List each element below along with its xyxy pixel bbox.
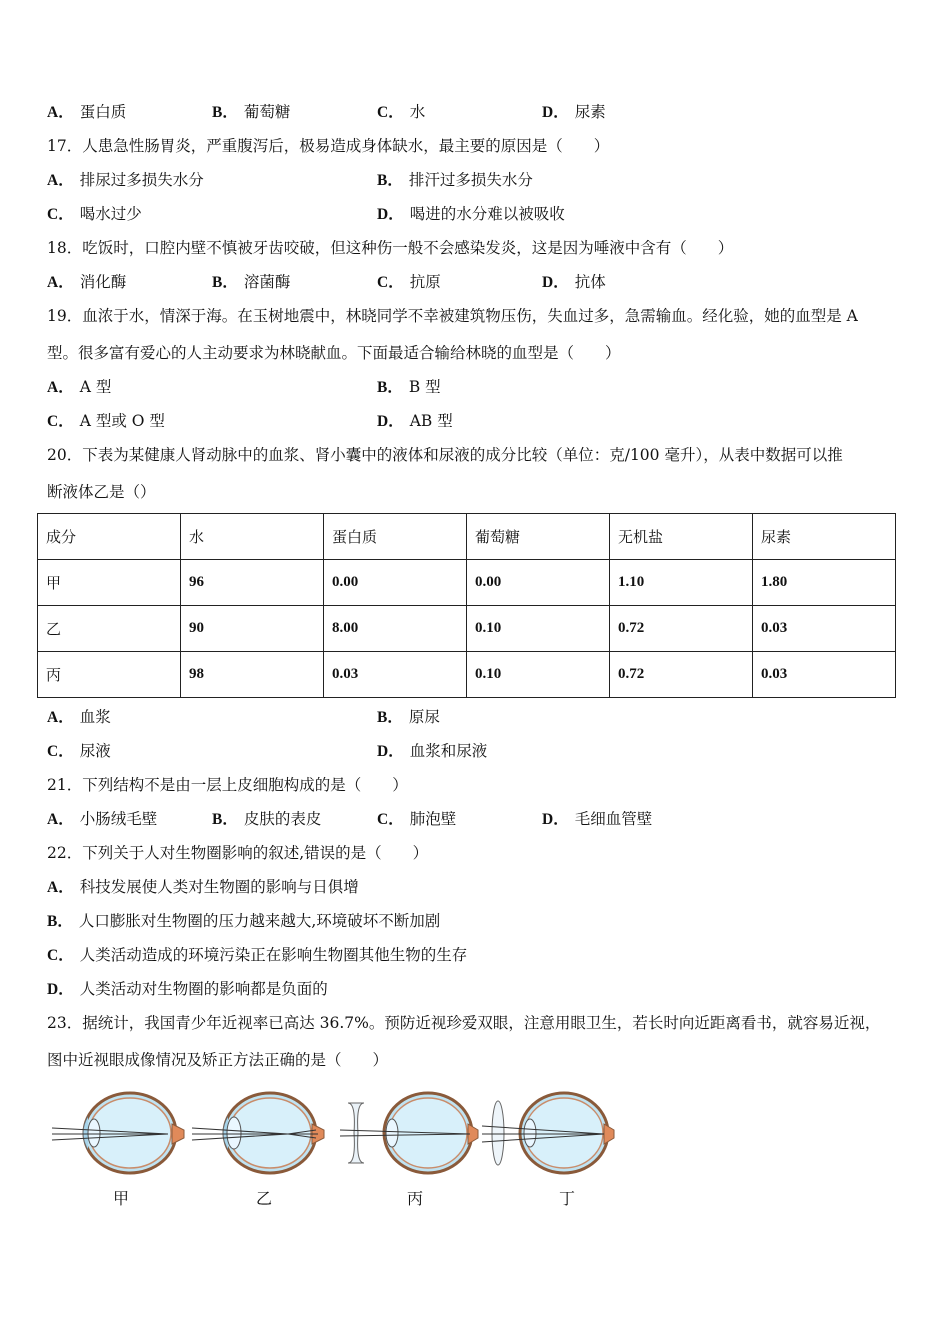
q21-stem: 21．下列结构不是由一层上皮细胞构成的是（ ）	[47, 776, 408, 794]
table-cell: 0.03	[753, 652, 896, 698]
q17-option-d: D． 喝进的水分难以被吸收	[377, 205, 565, 223]
q18-stem: 18．吃饭时，口腔内壁不慎被牙齿咬破，但这种伤一般不会感染发炎，这是因为唾液中含有（ ）	[47, 239, 734, 257]
eye-diagram-jia	[48, 1088, 188, 1178]
q17-option-b: B． 排汗过多损失水分	[377, 171, 533, 189]
q20-option-c: C． 尿液	[47, 742, 111, 760]
q16-option-a: A． 蛋白质	[47, 103, 127, 121]
q19-option-a: A． A 型	[47, 378, 112, 396]
q16-option-d: D． 尿素	[542, 103, 606, 121]
table-cell: 0.03	[324, 652, 467, 698]
table-header-cell: 成分	[38, 514, 181, 560]
table-cell: 乙	[38, 606, 181, 652]
q23-stem-line1: 23．据统计，我国青少年近视率已高达 36.7%。预防近视珍爱双眼，注意用眼卫生，若长时向近距离看书，就容易近视，	[47, 1014, 881, 1032]
q17-option-c: C． 喝水过少	[47, 205, 142, 223]
table-cell: 0.10	[467, 606, 610, 652]
table-header-cell: 无机盐	[610, 514, 753, 560]
table-row	[38, 652, 896, 698]
composition-table	[37, 513, 896, 698]
q21-option-b: B． 皮肤的表皮	[212, 810, 322, 828]
table-header-cell: 葡萄糖	[467, 514, 610, 560]
table-cell: 丙	[38, 652, 181, 698]
q18-option-b: B． 溶菌酶	[212, 273, 291, 291]
table-header-cell: 蛋白质	[324, 514, 467, 560]
table-cell: 0.10	[467, 652, 610, 698]
table-cell: 0.72	[610, 606, 753, 652]
q17-option-a: A． 排尿过多损失水分	[47, 171, 204, 189]
eye-diagram-ding	[480, 1088, 615, 1178]
figure-label-jia: 甲	[113, 1189, 130, 1208]
table-cell: 96	[181, 560, 324, 606]
table-cell: 甲	[38, 560, 181, 606]
table-cell: 90	[181, 606, 324, 652]
table-cell: 0.72	[610, 652, 753, 698]
eye-diagram-yi	[188, 1088, 328, 1178]
q19-stem-line2: 型。很多富有爱心的人主动要求为林晓献血。下面最适合输给林晓的血型是（ ）	[47, 344, 621, 362]
table-row	[38, 560, 896, 606]
q18-option-a: A． 消化酶	[47, 273, 127, 291]
table-header-cell: 尿素	[753, 514, 896, 560]
q21-option-d: D． 毛细血管壁	[542, 810, 653, 828]
q19-option-b: B． B 型	[377, 378, 441, 396]
q19-option-c: C． A 型或 O 型	[47, 412, 165, 430]
q20-option-d: D． 血浆和尿液	[377, 742, 488, 760]
q20-option-a: A． 血浆	[47, 708, 111, 726]
table-header-cell: 水	[181, 514, 324, 560]
figure-label-bing: 丙	[407, 1189, 424, 1208]
q18-option-d: D． 抗体	[542, 273, 606, 291]
table-cell: 0.00	[467, 560, 610, 606]
q20-stem-line1: 20．下表为某健康人肾动脉中的血浆、肾小囊中的液体和尿液的成分比较（单位：克/100 毫升），从表中数据可以推	[47, 446, 843, 464]
q21-option-c: C． 肺泡壁	[377, 810, 457, 828]
q23-stem-line2: 图中近视眼成像情况及矫正方法正确的是（ ）	[47, 1051, 389, 1069]
figure-label-ding: 丁	[559, 1189, 576, 1208]
q22-option-b: B． 人口膨胀对生物圈的压力越来越大,环境破坏不断加剧	[47, 912, 441, 930]
figure-label-yi: 乙	[256, 1189, 273, 1208]
q18-option-c: C． 抗原	[377, 273, 441, 291]
q22-option-a: A． 科技发展使人类对生物圈的影响与日俱增	[47, 878, 359, 896]
q16-option-c: C． 水	[377, 103, 426, 121]
q20-stem-line2: 断液体乙是（）	[47, 483, 156, 501]
q19-stem-line1: 19．血浓于水，情深于海。在玉树地震中，林晓同学不幸被建筑物压伤，失血过多，急需输血。经化验，她的血型是 A	[47, 307, 858, 325]
q22-stem: 22．下列关于人对生物圈影响的叙述,错误的是（ ）	[47, 844, 429, 862]
table-cell: 0.00	[324, 560, 467, 606]
q20-option-b: B． 原尿	[377, 708, 440, 726]
eye-diagram-bing	[340, 1088, 480, 1178]
q17-stem: 17．人患急性肠胃炎，严重腹泻后，极易造成身体缺水，最主要的原因是（ ）	[47, 137, 610, 155]
table-row	[38, 606, 896, 652]
q19-option-d: D． AB 型	[377, 412, 453, 430]
table-cell: 98	[181, 652, 324, 698]
table-cell: 0.03	[753, 606, 896, 652]
table-header-row	[38, 514, 896, 560]
table-cell: 1.10	[610, 560, 753, 606]
table-cell: 8.00	[324, 606, 467, 652]
q22-option-d: D． 人类活动对生物圈的影响都是负面的	[47, 980, 328, 998]
q22-option-c: C． 人类活动造成的环境污染正在影响生物圈其他生物的生存	[47, 946, 468, 964]
q21-option-a: A． 小肠绒毛壁	[47, 810, 158, 828]
q16-option-b: B． 葡萄糖	[212, 103, 291, 121]
table-cell: 1.80	[753, 560, 896, 606]
